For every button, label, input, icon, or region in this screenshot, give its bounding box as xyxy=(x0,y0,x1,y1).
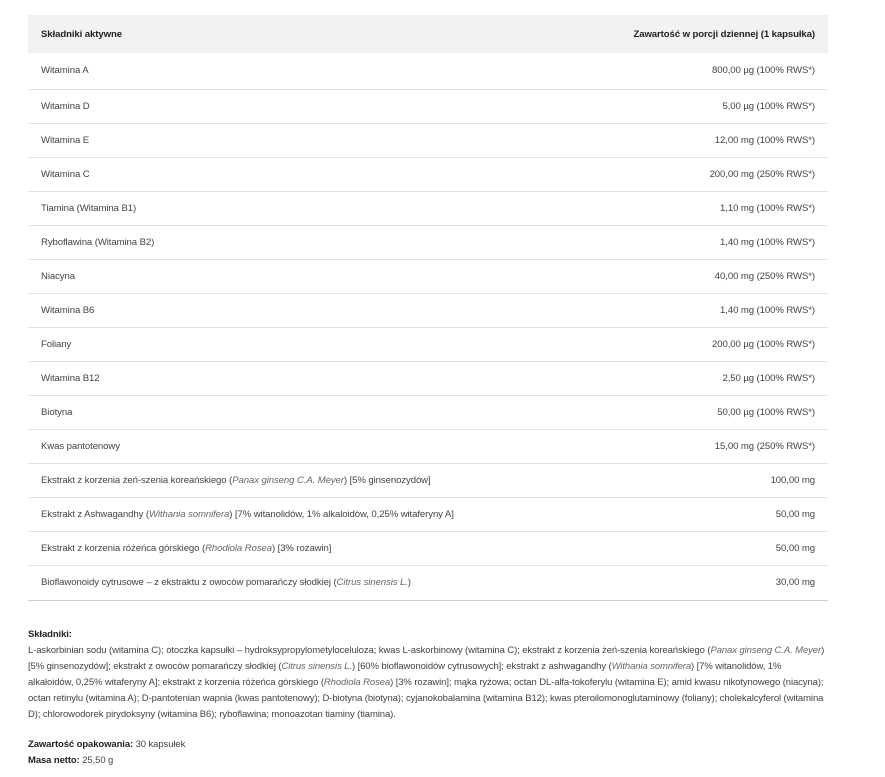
table-row xyxy=(28,497,828,531)
table-row xyxy=(28,395,828,429)
ingredient-name: Ekstrakt z Ashwagandhy (Withania somnifera) [7% witanolidów, 1% alkaloidów, 0,25% witaferyny A] xyxy=(41,508,454,520)
ingredient-value: 40,00 mg (250% RWS*) xyxy=(714,270,815,282)
header-daily-content: Zawartość w porcji dziennej (1 kapsułka) xyxy=(633,28,815,40)
ingredient-value: 1,10 mg (100% RWS*) xyxy=(720,202,815,214)
ingredient-name: Witamina C xyxy=(41,168,90,180)
table-row xyxy=(28,53,828,89)
package-info xyxy=(28,737,828,769)
ingredient-name: Bioflawonoidy cytrusowe – z ekstraktu z owoców pomarańczy słodkiej (Citrus sinensis L.) xyxy=(41,577,411,588)
table-row xyxy=(28,191,828,225)
ingredient-name: Ryboflawina (Witamina B2) xyxy=(41,236,155,248)
table-row xyxy=(28,463,828,497)
ingredient-value: 50,00 µg (100% RWS*) xyxy=(717,406,815,418)
table-row xyxy=(28,531,828,565)
ingredient-value: 50,00 mg xyxy=(775,508,815,520)
ingredient-name: Witamina E xyxy=(41,134,90,146)
package-content-line xyxy=(28,737,828,753)
ingredient-value: 15,00 mg (250% RWS*) xyxy=(714,440,815,452)
ingredient-value: 1,40 mg (100% RWS*) xyxy=(720,304,815,316)
ingredient-value: 1,40 mg (100% RWS*) xyxy=(720,236,815,248)
ingredient-value: 5,00 µg (100% RWS*) xyxy=(722,100,815,112)
ingredient-name: Ekstrakt z korzenia żeń-szenia koreańskiego (Panax ginseng C.A. Meyer) [5% ginsenozydów] xyxy=(41,474,431,486)
ingredient-value: 800,00 µg (100% RWS*) xyxy=(712,65,815,77)
ingredient-name: Witamina B6 xyxy=(41,304,95,316)
nutrition-table xyxy=(28,15,828,601)
ingredient-name: Witamina A xyxy=(41,65,89,77)
net-mass-label: Masa netto: xyxy=(28,755,80,766)
ingredient-value: 2,50 µg (100% RWS*) xyxy=(722,372,815,384)
ingredient-value: 50,00 mg xyxy=(775,542,815,554)
table-row xyxy=(28,225,828,259)
table-row xyxy=(28,361,828,395)
ingredient-value: 12,00 mg (100% RWS*) xyxy=(714,134,815,146)
latin-name: Citrus sinensis L. xyxy=(336,577,408,588)
header-ingredients: Składniki aktywne xyxy=(41,28,122,40)
ingredients-text: L-askorbinian sodu (witamina C); otoczka kapsułki – hydroksypropylometyloceluloza; kwas L-askorbinowy (witamina C); ekstrakt z korzenia żeń-szenia koreańskiego (Panax ginseng C.A. Meyer) [5% ginsenozydów]; ekstrakt z owoców pomarańczy słodkiej (Citrus sinensis L.) [60% bioflawonoidów cytrusowych]; ekstrakt z ashwagandhy (Withania somnifera) [7% witanolidów, 1% alkaloidów, 0,25% witaferyny A]; ekstrakt z korzenia różeńca górskiego (Rhodiola Rosea) [3% rozawin]; mąka ryżowa; octan DL-alfa-tokoferylu (witamina E); amid kwasu nikotynowego (niacyna); octan retinylu (witamina A); D-pantotenian wapnia (kwas pantotenowy); D-biotyna (biotyna); cyjanokobalamina (witamina B12); kwas pteroilomonoglutaminowy (foliany); cholekalcyferol (witamina D); chlorowodorek pirydoksyny (witamina B6); ryboflawina; monoazotan tiaminy (tiamina). xyxy=(28,645,825,720)
package-content-label: Zawartość opakowania: xyxy=(28,739,134,750)
latin-name: Panax ginseng C.A. Meyer xyxy=(232,474,344,486)
table-header-row xyxy=(28,15,828,53)
ingredient-name: Witamina B12 xyxy=(41,372,100,384)
table-row xyxy=(28,123,828,157)
ingredient-name: Foliany xyxy=(41,338,72,350)
ingredient-value: 200,00 mg (250% RWS*) xyxy=(709,168,815,180)
ingredient-name: Niacyna xyxy=(41,270,75,282)
table-row xyxy=(28,89,828,123)
ingredient-value: 100,00 mg xyxy=(770,474,815,486)
package-content-value: 30 kapsułek xyxy=(135,739,186,750)
table-row xyxy=(28,259,828,293)
net-mass-line xyxy=(28,753,828,769)
ingredient-name: Tiamina (Witamina B1) xyxy=(41,202,137,214)
ingredient-name: Ekstrakt z korzenia różeńca górskiego (Rhodiola Rosea) [3% rozawin] xyxy=(41,542,332,554)
ingredient-name: Witamina D xyxy=(41,100,90,112)
table-row xyxy=(28,293,828,327)
latin-name: Withania somnifera xyxy=(149,508,230,520)
ingredients-section xyxy=(28,627,828,723)
table-row xyxy=(28,429,828,463)
ingredient-value: 30,00 mg xyxy=(775,577,815,588)
table-row xyxy=(28,157,828,191)
table-row xyxy=(28,565,828,600)
ingredient-name: Biotyna xyxy=(41,406,73,418)
ingredient-name: Kwas pantotenowy xyxy=(41,440,120,452)
ingredients-label: Składniki: xyxy=(28,629,72,640)
net-mass-value: 25,50 g xyxy=(82,755,114,766)
table-row xyxy=(28,327,828,361)
ingredient-value: 200,00 µg (100% RWS*) xyxy=(712,338,815,350)
latin-name: Rhodiola Rosea xyxy=(205,542,272,554)
